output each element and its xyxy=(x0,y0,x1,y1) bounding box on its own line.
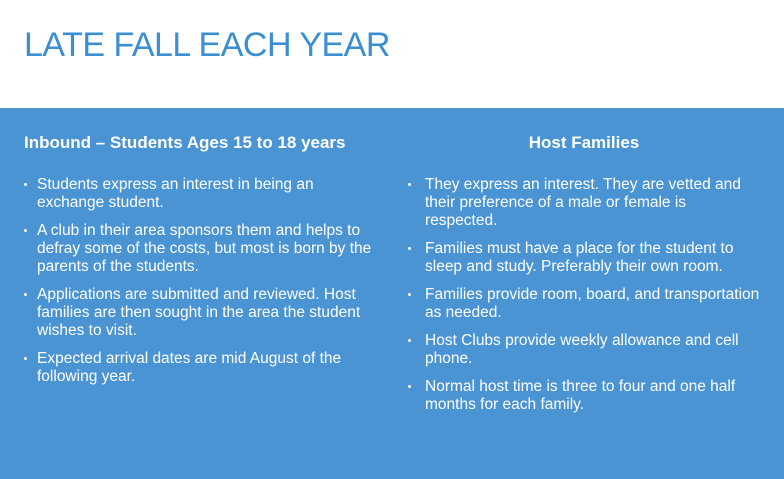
bullet-icon xyxy=(408,183,411,186)
list-item xyxy=(24,350,376,386)
bullet-icon xyxy=(24,293,27,296)
list-item xyxy=(24,176,376,212)
bullet-icon xyxy=(24,357,27,360)
list-item-text: Students express an interest in being an exchange student. xyxy=(37,176,314,211)
host-families-heading: Host Families xyxy=(528,133,640,152)
bullet-icon xyxy=(408,293,411,296)
content-panel xyxy=(0,108,784,479)
inbound-students-heading: Inbound – Students Ages 15 to 18 years xyxy=(24,133,346,152)
list-item-text: Families must have a place for the student to sleep and study. Preferably their own room. xyxy=(425,240,734,275)
bullet-icon xyxy=(408,247,411,250)
list-item-text: A club in their area sponsors them and helps to defray some of the costs, but most is born by the parents of the students. xyxy=(37,222,372,275)
list-item xyxy=(408,378,760,414)
bullet-icon xyxy=(408,385,411,388)
list-item-text: Normal host time is three to four and one half months for each family. xyxy=(425,378,736,413)
host-families-list xyxy=(408,176,760,424)
slide-title: LATE FALL EACH YEAR xyxy=(24,26,390,64)
inbound-students-list xyxy=(24,176,376,396)
list-item-text: Expected arrival dates are mid August of the following year. xyxy=(37,350,342,385)
bullet-icon xyxy=(408,339,411,342)
list-item xyxy=(24,286,376,340)
bullet-icon xyxy=(24,229,27,232)
list-item-text: They express an interest. They are vetted and their preference of a male or female is respected. xyxy=(425,176,741,229)
list-item-text: Applications are submitted and reviewed. Host families are then sought in the area the student wishes to visit. xyxy=(37,286,361,339)
list-item xyxy=(408,176,760,230)
list-item-text: Host Clubs provide weekly allowance and cell phone. xyxy=(425,332,739,367)
list-item xyxy=(408,240,760,276)
list-item xyxy=(408,286,760,322)
list-item xyxy=(24,222,376,276)
bullet-icon xyxy=(24,183,27,186)
list-item xyxy=(408,332,760,368)
list-item-text: Families provide room, board, and transportation as needed. xyxy=(425,286,760,321)
